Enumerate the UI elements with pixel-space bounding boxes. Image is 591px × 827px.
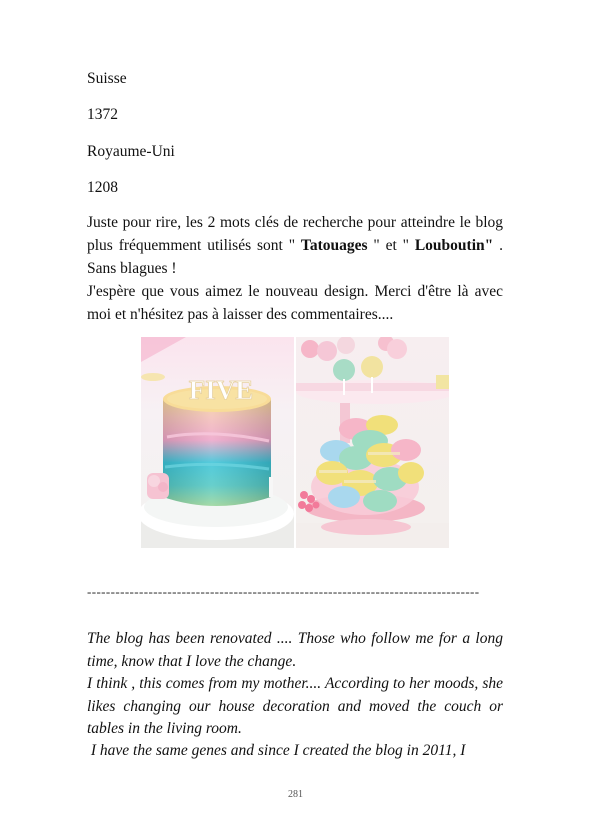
english-paragraph-3: I have the same genes and since I created the blog in 2011, I — [87, 742, 466, 759]
cake-topper-text: FIVE — [188, 375, 254, 405]
macarons-photo — [296, 337, 449, 548]
page-number: 281 — [288, 789, 303, 800]
stat-country-2: Royaume-Uni — [87, 143, 175, 160]
french-paragraph-design: J'espère que vous aimez le nouveau design. Merci d'être là avec moi et n'hésitez pas à laisser des commentaires.... — [87, 283, 503, 323]
cake-photo — [141, 337, 294, 548]
stat-count-1: 1372 — [87, 106, 118, 123]
keyword-tatouages: Tatouages — [300, 237, 368, 254]
french-paragraph-keywords: Juste pour rire, les 2 mots clés de recherche pour atteindre le blog plus fréquemment utilisés sont " Tatouages " et " Louboutin" . Sans blagues ! — [87, 214, 503, 277]
english-paragraph-1: The blog has been renovated .... Those who follow me for a long time, know that I love the change. — [87, 630, 503, 670]
english-paragraph-2: I think , this comes from my mother.... According to her moods, she likes changing our house decoration and moved the couch or tables in the living room. — [87, 675, 503, 737]
stat-country-1: Suisse — [87, 70, 127, 87]
stat-count-2: 1208 — [87, 179, 118, 196]
keyword-louboutin: Louboutin" — [414, 237, 494, 254]
section-separator: ----------------------------------------------------------------------------------- — [87, 584, 480, 599]
